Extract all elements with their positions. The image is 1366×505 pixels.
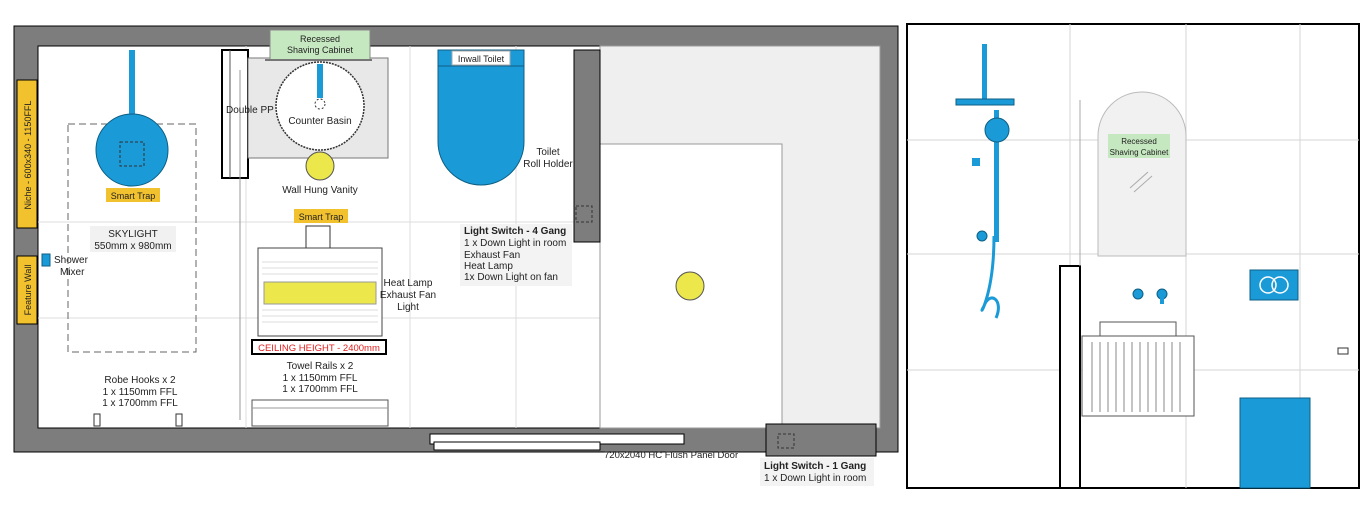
- light-switch-4-line-3: Heat Lamp: [464, 261, 513, 272]
- shower-mixer-label-2: Mixer: [60, 267, 85, 278]
- floor-plan: [14, 26, 898, 486]
- light-switch-1-line: 1 x Down Light in room: [764, 473, 867, 484]
- skylight-label-2: 550mm x 980mm: [94, 241, 172, 252]
- feature-wall-label: Feature Wall: [23, 264, 33, 316]
- smart-trap-label-1: Smart Trap: [110, 191, 156, 201]
- shower-mixer-label-1: Shower: [54, 255, 88, 266]
- robe-hook-2: [176, 414, 182, 426]
- arched-cabinet: [1098, 92, 1186, 256]
- hand-shower-head: [985, 118, 1009, 142]
- flush-plate: [1250, 270, 1298, 300]
- heat-lamp-label-3: Light: [397, 302, 419, 313]
- shower-screen: [1060, 266, 1080, 488]
- basin-tap: [317, 64, 323, 98]
- toilet-roll-holder: [1338, 348, 1348, 354]
- ceiling-height-label: CEILING HEIGHT - 2400mm: [258, 343, 380, 354]
- robe-hooks-label-1: Robe Hooks x 2: [104, 375, 176, 386]
- towel-rails-label-1: Towel Rails x 2: [286, 361, 354, 372]
- wall-toilet-partition: [574, 50, 600, 242]
- robe-hook-1: [94, 414, 100, 426]
- toilet-pan: [438, 66, 524, 185]
- double-pp-label: Double PP: [226, 105, 274, 116]
- shower-rose: [96, 114, 168, 186]
- towel-rails-label-2: 1 x 1150mm FFL: [282, 373, 358, 384]
- shower-head-plate: [956, 99, 1014, 105]
- skylight-label-1: SKYLIGHT: [108, 229, 158, 240]
- heat-lamp-label-2: Exhaust Fan: [379, 290, 437, 301]
- room-downlight: [676, 272, 704, 300]
- niche-label: Niche - 600x340 - 1150FFL: [23, 100, 33, 210]
- heat-lamp-arm: [306, 226, 330, 248]
- shower-mixer-icon: [42, 254, 50, 266]
- elevation-cabinet-label-2: Shaving Cabinet: [1109, 148, 1169, 157]
- shower-bracket: [972, 158, 980, 166]
- robe-hooks-label-3: 1 x 1700mm FFL: [102, 398, 178, 409]
- door-leaf: [434, 442, 600, 450]
- light-switch-4-line-4: 1x Down Light on fan: [464, 272, 558, 283]
- shower-mixer-handle: [977, 231, 987, 241]
- basin-spout: [1160, 294, 1164, 304]
- elevation-basin: [1100, 322, 1176, 336]
- shower-head-arm: [982, 44, 987, 102]
- door-label: 720x2040 HC Flush Panel Door: [604, 450, 739, 461]
- recessed-cabinet-label-1: Recessed: [299, 34, 341, 44]
- heat-lamp-light-bar: [264, 282, 376, 304]
- switch-box-1gang: [766, 424, 876, 456]
- vanity-downlight: [306, 152, 334, 180]
- shower-arm: [129, 50, 135, 122]
- smart-trap-label-2: Smart Trap: [298, 212, 344, 222]
- light-switch-4-title: Light Switch - 4 Gang: [464, 226, 567, 237]
- elevation-view: [907, 24, 1359, 488]
- robe-hooks-label-2: 1 x 1150mm FFL: [102, 387, 178, 398]
- light-switch-4-line-1: 1 x Down Light in room: [464, 238, 567, 249]
- recessed-cabinet-label-2: Shaving Cabinet: [286, 45, 354, 55]
- counter-basin-label: Counter Basin: [288, 116, 352, 127]
- toilet-roll-label-2: Roll Holder: [523, 159, 573, 170]
- heat-lamp-label-1: Heat Lamp: [383, 278, 433, 289]
- towel-rails-label-3: 1 x 1700mm FFL: [282, 384, 358, 395]
- elevation-toilet: [1240, 398, 1310, 488]
- inwall-toilet-label: Inwall Toilet: [457, 54, 505, 64]
- light-switch-1-title: Light Switch - 1 Gang: [764, 461, 867, 472]
- elevation-cabinet-label-1: Recessed: [1121, 137, 1157, 146]
- light-switch-4-line-2: Exhaust Fan: [464, 250, 521, 261]
- basin-mixer-left: [1133, 289, 1143, 299]
- wall-hung-vanity-label: Wall Hung Vanity: [282, 185, 358, 196]
- toilet-roll-label-1: Toilet: [536, 147, 560, 158]
- elevation-vanity: [1082, 336, 1194, 416]
